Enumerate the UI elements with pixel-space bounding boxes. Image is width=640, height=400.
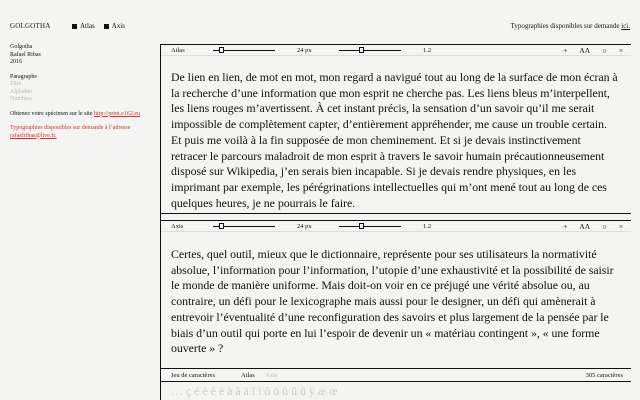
circle-icon[interactable]: ○ bbox=[602, 46, 607, 55]
brand-logo[interactable]: GOLGOTHA bbox=[10, 22, 51, 30]
charset-tab-atlas[interactable]: Atlas bbox=[241, 372, 255, 379]
specimen-link[interactable]: http://print.e162.eu bbox=[93, 110, 140, 117]
leading-slider[interactable] bbox=[339, 50, 401, 51]
case-toggle-icon[interactable]: AA bbox=[579, 46, 591, 55]
leading-value: 1.2 bbox=[423, 47, 432, 54]
size-slider[interactable] bbox=[213, 226, 275, 227]
contact-text: Typographies disponibles sur demande à l’adresse bbox=[10, 125, 131, 131]
specimen-text-area[interactable]: Certes, quel outil, mieux que le dictionnaire, représente pour ses utilisateurs la normativité absolue, l’information pour l’information, l’utopie d’une exhaustivité et la possibilité de saisir le monde de manière uniforme. Mais doit-on voir en ce préjugé une vérité absolue ou, au contraire, un défi pour le lexicographe mais aussi pour le designer, un défi qui amènerait à entrevoir l’éventualité d’une reconfiguration des savoirs et plus largement de la pensée par le biais d’un outil qui porte en lui l’espoir de devenir un « matériau contingent », « une forme ouverte » ? bbox=[171, 247, 614, 356]
size-slider-handle[interactable] bbox=[219, 47, 224, 53]
size-slider-handle[interactable] bbox=[219, 223, 224, 229]
font-name[interactable]: Atlas bbox=[171, 47, 185, 54]
leading-slider-handle[interactable] bbox=[359, 223, 364, 229]
contact-email-link[interactable]: rafaelribas@live.fr. bbox=[10, 132, 57, 139]
style-item-alphabet[interactable]: Alphabet bbox=[10, 88, 32, 95]
contact-note bbox=[10, 125, 158, 140]
specimen-toolbar bbox=[161, 44, 631, 56]
circle-icon[interactable]: ○ bbox=[602, 222, 607, 231]
charset-tab-axis[interactable]: Axis bbox=[265, 372, 278, 379]
font-title: Golgotha bbox=[10, 44, 33, 50]
nav-atlas[interactable] bbox=[72, 22, 95, 30]
top-bar bbox=[0, 0, 640, 44]
toolbar-icons bbox=[563, 222, 623, 231]
nav-axis[interactable] bbox=[104, 22, 125, 30]
close-icon[interactable]: × bbox=[618, 222, 623, 231]
top-nav bbox=[72, 22, 125, 30]
font-name[interactable]: Axis bbox=[171, 223, 184, 230]
case-toggle-icon[interactable]: AA bbox=[579, 222, 591, 231]
charset-preview: … ç é è ê ë à â ä î ï ô ö ù û ü ÿ æ œ bbox=[171, 384, 338, 398]
font-author: Rafael Ribas bbox=[10, 51, 41, 58]
font-info bbox=[10, 44, 158, 67]
specimen-atlas bbox=[161, 44, 631, 211]
style-item-nombres[interactable]: Nombres bbox=[10, 96, 32, 102]
style-item-paragraphe[interactable]: Paragraphe bbox=[10, 73, 37, 80]
add-icon[interactable]: + bbox=[563, 46, 568, 55]
size-slider[interactable] bbox=[213, 50, 275, 51]
charset-bar bbox=[161, 368, 631, 382]
nav-atlas-label: Atlas bbox=[80, 22, 95, 30]
close-icon[interactable]: × bbox=[618, 46, 623, 55]
availability-note bbox=[511, 22, 630, 30]
square-icon bbox=[72, 24, 77, 29]
sidebar bbox=[10, 44, 158, 147]
availability-link[interactable]: ici. bbox=[621, 22, 630, 30]
specimen-note bbox=[10, 111, 158, 119]
availability-text: Typographies disponibles sur demande bbox=[510, 22, 622, 30]
charset-label: Jeu de caractères bbox=[171, 372, 216, 379]
leading-slider[interactable] bbox=[339, 226, 401, 227]
specimen-toolbar bbox=[161, 220, 631, 232]
charset-count: 305 caractères bbox=[585, 372, 623, 379]
section-divider bbox=[161, 213, 631, 214]
style-item-titre[interactable]: Titre bbox=[10, 81, 22, 87]
specimen-axis bbox=[161, 220, 631, 357]
font-year: 2016 bbox=[10, 59, 22, 65]
size-value: 24 px bbox=[297, 47, 312, 54]
size-value: 24 px bbox=[297, 223, 312, 230]
leading-slider-handle[interactable] bbox=[359, 47, 364, 53]
style-list bbox=[10, 74, 158, 104]
add-icon[interactable]: + bbox=[563, 222, 568, 231]
main-panel bbox=[160, 44, 630, 400]
toolbar-icons bbox=[563, 46, 623, 55]
specimen-text: Obtenez votre spécimen sur le site bbox=[10, 110, 94, 117]
nav-axis-label: Axis bbox=[111, 22, 126, 30]
leading-value: 1.2 bbox=[423, 223, 432, 230]
specimen-text-area[interactable]: De lien en lien, de mot en mot, mon regard a navigué tout au long de la surface de mon écran à la recherche d’une information que mon esprit ne cherche pas. Les liens bleus m’interpellent, les liens rouges m’avertissent. À cet instant précis, la sensation d’un savoir qu’il me serait impossible de complètement capter, d’entièrement appréhender, me cause un trouble certain. Et puis me voilà à la fin supposée de mon cheminement. Et si je devais instinctivement retracer le parcours maladroit de mon esprit à travers le savoir humain précautionneusement disposé sur Wikipedia, j’en serais bien incapable. Si je devais rendre physiques, en les imprimant par exemple, les pérégrinations intellectuelles qui m’ont mené tout au long de ces quelques heures, je ne pourrais le faire. bbox=[171, 70, 618, 210]
square-icon bbox=[104, 24, 109, 29]
